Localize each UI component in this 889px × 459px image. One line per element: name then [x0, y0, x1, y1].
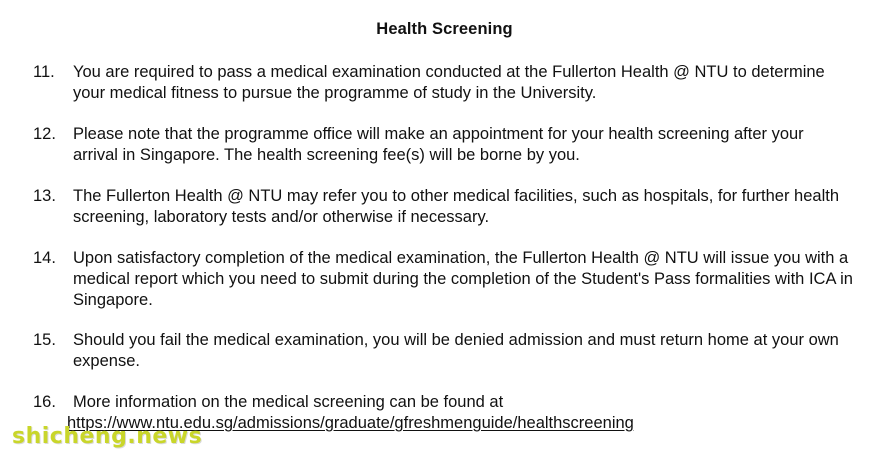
- health-screening-link[interactable]: https://www.ntu.edu.sg/admissions/graduate/gfreshmenguide/healthscreening: [67, 414, 634, 432]
- list-item-number: 13.: [33, 187, 56, 205]
- list-item: [33, 248, 853, 311]
- list-item-text: Upon satisfactory completion of the medical examination, the Fullerton Health @ NTU will issue you with a medical report which you need to submit during the completion of the Student's Pass formalities with ICA in Singapore.: [73, 249, 853, 309]
- list-item: [33, 124, 853, 166]
- list-item: [33, 186, 853, 228]
- watermark-logo: shicheng.news: [12, 424, 203, 449]
- list-item-text: Should you fail the medical examination, you will be denied admission and must return home at your own expense.: [73, 331, 839, 370]
- list-item: [33, 62, 853, 104]
- list-item-text: More information on the medical screening can be found at: [73, 393, 504, 411]
- list-item: [33, 392, 853, 413]
- list-item: [33, 330, 853, 372]
- list-item-number: 14.: [33, 249, 56, 267]
- list-item-text: You are required to pass a medical examination conducted at the Fullerton Health @ NTU to determine your medical fitness to pursue the programme of study in the University.: [73, 63, 825, 102]
- list-item-number: 12.: [33, 125, 56, 143]
- list-item-number: 16.: [33, 393, 56, 411]
- list-item-text: The Fullerton Health @ NTU may refer you to other medical facilities, such as hospitals, for further health screening, laboratory tests and/or otherwise if necessary.: [73, 187, 839, 226]
- list-item-number: 15.: [33, 331, 56, 349]
- list-item-number: 11.: [33, 63, 55, 81]
- list-item-text: Please note that the programme office will make an appointment for your health screening after your arrival in Singapore. The health screening fee(s) will be borne by you.: [73, 125, 804, 164]
- page-title: Health Screening: [376, 20, 513, 38]
